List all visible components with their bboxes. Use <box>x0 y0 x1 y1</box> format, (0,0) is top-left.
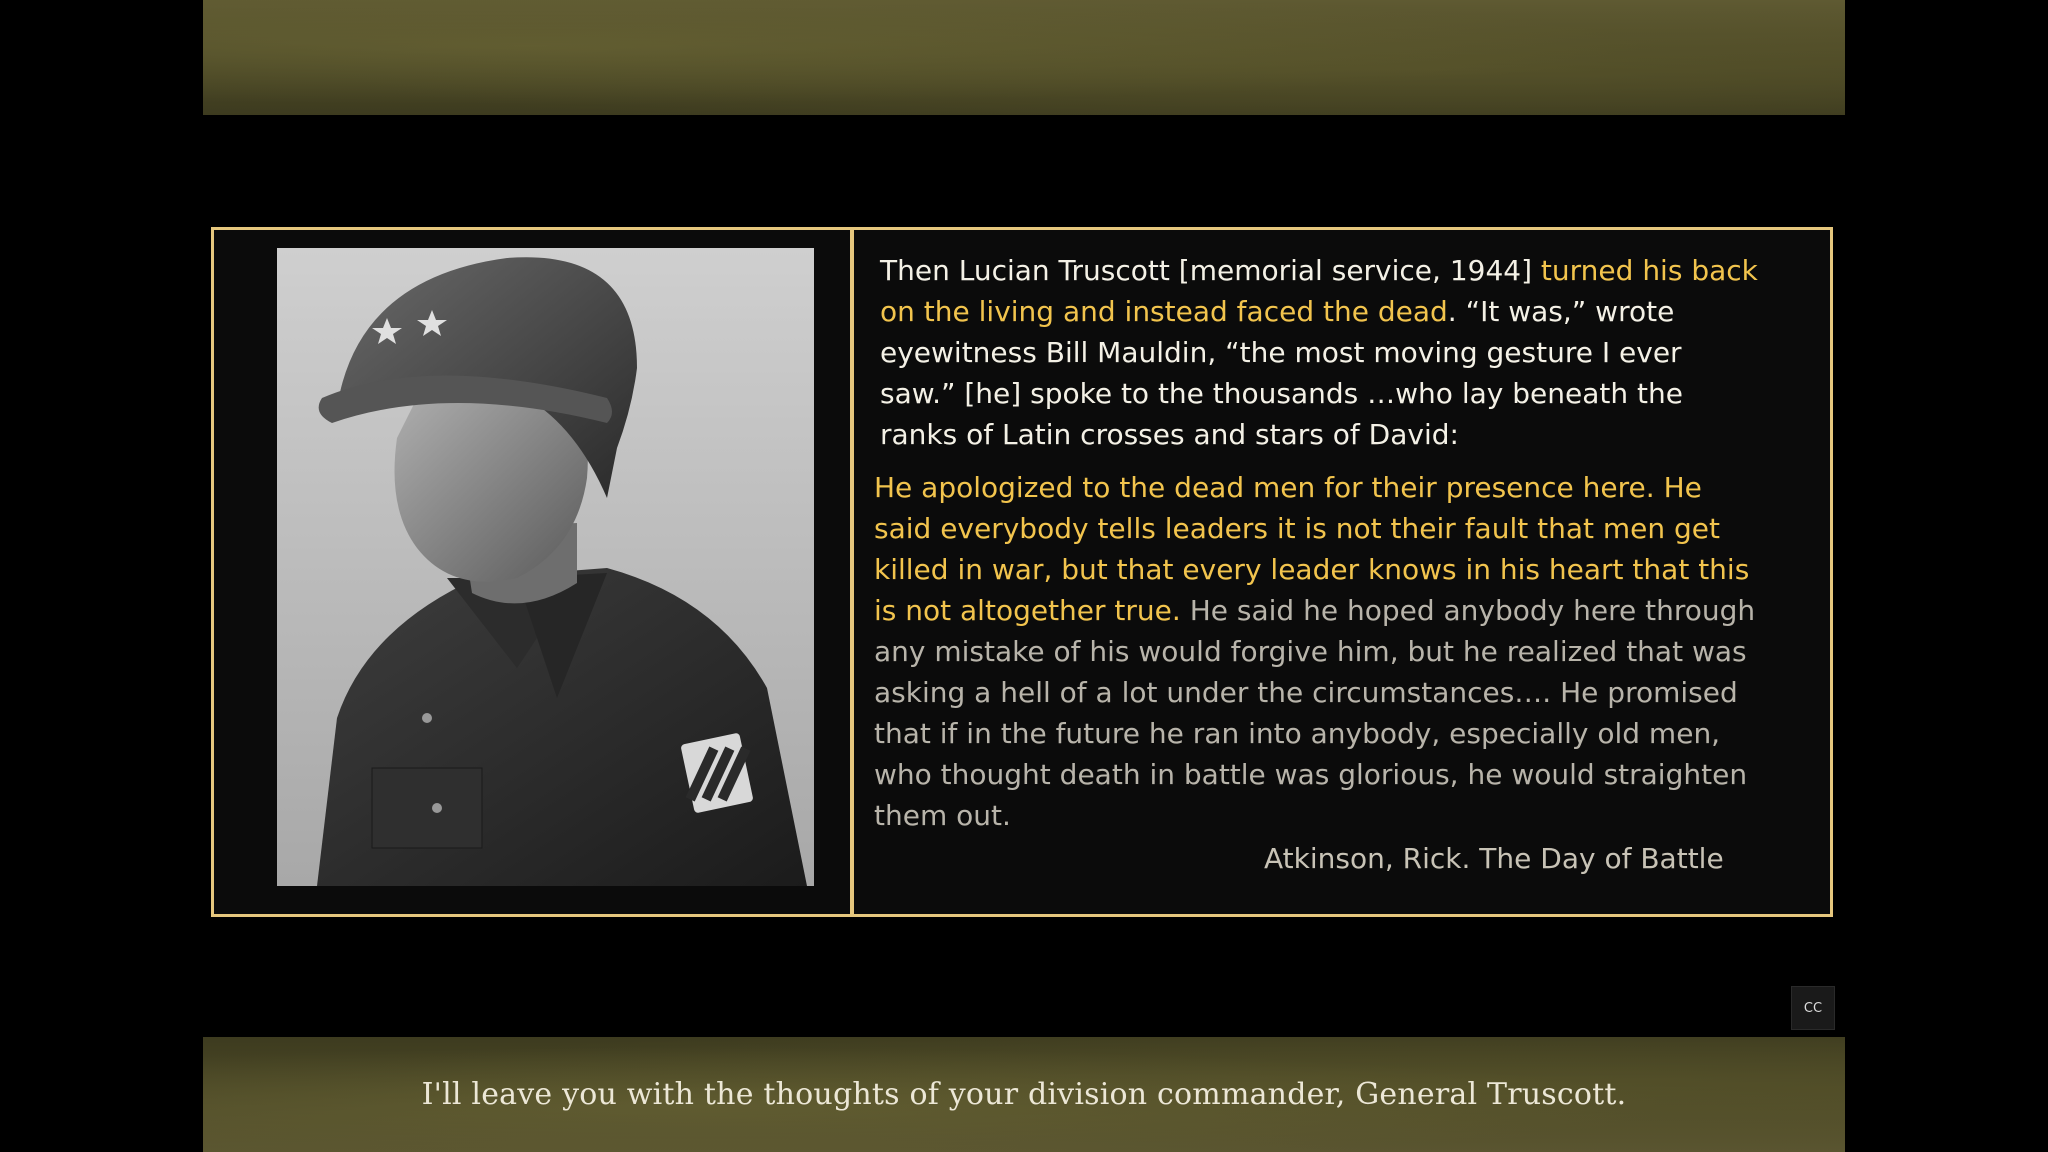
soldier-portrait-illustration <box>277 248 814 886</box>
quote-intro <box>880 250 1764 455</box>
quote-intro-text-2: . “It was,” wrote eyewitness Bill Mauldin, “the most moving gesture I ever saw.” [he] spoke to the thousands …who lay beneath the ranks of Latin crosses and stars of David: <box>880 295 1683 451</box>
lecture-slide <box>211 227 1833 917</box>
quote-body <box>874 467 1764 836</box>
video-frame <box>203 115 1845 1037</box>
slide-divider <box>850 230 854 914</box>
video-player[interactable] <box>203 0 1845 1152</box>
quote-body-text: He said he hoped anybody here through any mistake of his would forgive him, but he realized that was asking a hell of a lot under the circumstances…. He promised that if in the future he ran into anybody, especially old men, who thought death in battle was glorious, he would straighten them out. <box>874 594 1756 832</box>
quote-intro-text-1: Then Lucian Truscott [memorial service, 1944] <box>880 254 1541 287</box>
caption-band <box>203 1037 1845 1152</box>
caption-text: I'll leave you with the thoughts of your division commander, General Truscott. <box>421 1077 1627 1112</box>
citation: Atkinson, Rick. The Day of Battle <box>1264 842 1724 875</box>
top-decorative-band <box>203 0 1845 115</box>
quote-intro-highlight: turned his back on the living and instead faced the dead <box>880 254 1758 328</box>
quote-block <box>874 250 1764 836</box>
general-portrait-photo <box>277 248 814 886</box>
quote-body-highlight: He apologized to the dead men for their presence here. He said everybody tells leaders it is not their fault that men get killed in war, but that every leader knows in his heart that this is not altogether true. <box>874 471 1750 627</box>
closed-captions-button[interactable]: CC <box>1791 986 1835 1030</box>
